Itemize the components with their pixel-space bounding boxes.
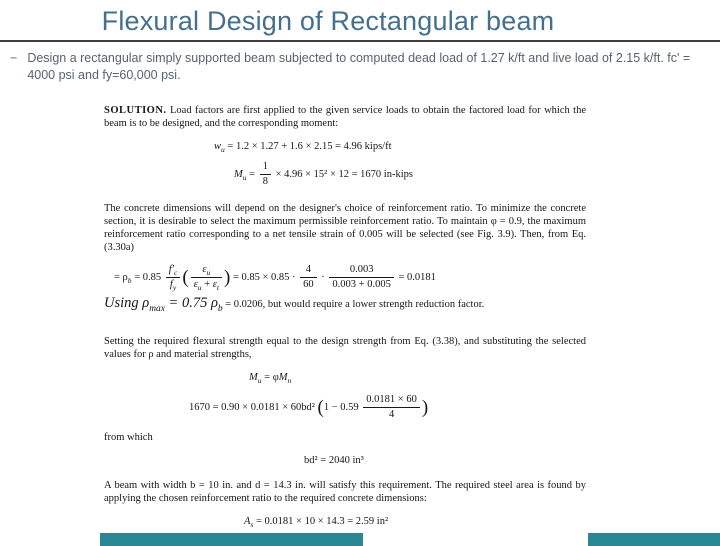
eq-rho-f2-den-b: ε: [212, 279, 217, 291]
equation-steel-area: [244, 515, 586, 528]
eq-rho-f1-den-sub: y: [172, 283, 177, 293]
eq-rho-eq2: = 0.85 × 0.85 ·: [230, 272, 299, 284]
eq-rho-lead-sub: b: [127, 276, 132, 286]
eq-rho-f3-den: 60: [303, 279, 314, 291]
eq-wu-sub: u: [221, 145, 225, 155]
eq-rho-dot: ·: [318, 272, 328, 284]
equation-mu-phi-mn: [249, 371, 586, 384]
eq-rho-fraction-4-60: [300, 264, 317, 291]
eq-mn-var1: M: [249, 372, 258, 384]
eq-mu-fraction: [260, 161, 271, 188]
solution-paragraph: [104, 104, 586, 130]
rho-max-lead-text: Using ρ: [104, 295, 150, 312]
eq-rho-f1-num-base: f′: [168, 264, 174, 276]
eq-1670-frac-den: 4: [388, 409, 395, 421]
eq-as-rest: = 0.0181 × 10 × 14.3 = 2.59 in²: [253, 516, 389, 528]
eq-1670-lead: 1670 = 0.90 × 0.0181 × 60bd²: [189, 402, 318, 414]
bullet-marker: −: [10, 51, 18, 65]
eq-mn-var2: M: [278, 372, 288, 384]
eq-as-var: A: [244, 516, 251, 528]
eq-mu-frac-num: 1: [260, 161, 271, 175]
eq-rho-f2-num: [191, 264, 222, 278]
eq-rho-fraction-strain-values: [329, 264, 393, 291]
eq-rho-lead: = ρ: [114, 272, 128, 284]
eq-rho-f2-den-plus: +: [201, 279, 213, 291]
eq-rho-fraction-fc-fy: [166, 264, 181, 291]
rho-max-sub1: max: [149, 304, 165, 315]
eq-mu-var: M: [234, 168, 243, 180]
problem-statement-bullet: [10, 50, 694, 84]
title-divider: [0, 40, 720, 42]
equation-bd2: bd² = 2040 in³: [304, 455, 364, 467]
equation-rho: [114, 264, 586, 291]
eq-rho-f4-den: 0.003 + 0.005: [332, 279, 391, 291]
rho-max-sub2: b: [217, 304, 223, 315]
eq-1670-close-paren: ): [421, 397, 429, 419]
statement-rho-max: [104, 295, 586, 315]
eq-1670-frac-num: 0.0181 × 60: [363, 394, 420, 408]
page-title: Flexural Design of Rectangular beam: [101, 6, 555, 36]
equation-1670: [189, 394, 586, 421]
eq-rho-f1-den: [166, 278, 181, 291]
eq-mu-sub: u: [242, 173, 247, 183]
eq-rho-f1-den-base: f: [169, 279, 173, 291]
rho-max-rest: = 0.0206, but would require a lower strength reduction factor.: [222, 299, 485, 311]
eq-rho-f3-num: 4: [300, 264, 317, 278]
eq-rho-f2-den-a: ε: [193, 279, 198, 291]
eq-mu-frac-den: 8: [262, 176, 268, 188]
eq-mu-equals: =: [246, 168, 258, 180]
equation-factored-load: [214, 140, 586, 153]
rho-max-mid: = 0.75 ρ: [164, 295, 218, 312]
eq-rho-close-paren: ): [224, 267, 231, 289]
textbook-excerpt: [104, 104, 586, 528]
eq-rho-fraction-strain: [191, 264, 222, 291]
eq-rho-open-paren: (: [182, 267, 189, 289]
eq-1670-fraction: [363, 394, 420, 421]
eq-rho-f1-num: [166, 264, 181, 278]
eq-rho-result: = 0.0181: [395, 272, 436, 284]
presentation-slide: [0, 6, 720, 546]
solution-label: SOLUTION.: [104, 105, 167, 116]
eq-1670-inner: 1 − 0.59: [323, 402, 362, 414]
eq-rho-f2-num-sub: u: [206, 268, 211, 278]
eq-mn-equals: = φ: [261, 372, 279, 384]
problem-statement-text: Design a rectangular simply supported beam subjected to computed dead load of 1.27 k/ft and live load of 2.15 k/ft. fc' = 4000 psi and fy=60,000 psi.: [27, 51, 691, 82]
eq-rho-f4-num: 0.003: [329, 264, 393, 278]
from-which-text: from which: [104, 432, 153, 444]
eq-rho-f2-num-base: ε: [202, 264, 207, 276]
solution-paragraph-text: Load factors are first applied to the given service loads to obtain the factored load for which the beam is to be designed, and the corresponding moment:: [104, 105, 586, 129]
eq-wu-rest: = 1.2 × 1.27 + 1.6 × 2.15 = 4.96 kips/ft: [224, 141, 392, 152]
eq-rho-f2-den-b-sub: t: [216, 283, 219, 293]
eq-rho-eq1: = 0.85: [131, 272, 164, 284]
eq-1670-open-paren: (: [317, 397, 324, 419]
eq-rho-f2-den: [191, 278, 222, 291]
eq-mn-sub2: n: [287, 376, 292, 386]
eq-mu-rest: × 4.96 × 15² × 12 = 1670 in-kips: [272, 168, 413, 180]
eq-rho-f1-num-sub: c: [173, 268, 178, 278]
eq-mn-sub1: u: [257, 376, 262, 386]
setting-strength-paragraph: Setting the required flexural strength equal to the design strength from Eq. (3.38), and substituting the selected values for ρ and material strengths,: [104, 336, 586, 361]
eq-wu-var: w: [214, 141, 222, 152]
eq-as-sub: s: [250, 520, 254, 530]
reinforcement-ratio-paragraph: The concrete dimensions will depend on the designer's choice of reinforcement ratio. To minimize the concrete section, it is desirable to select the maximum permissible reinforcement ratio. To maintain φ = 0.9, the maximum reinforcement ratio corresponding to a net tensile strain of 0.005 will be selected (see Fig. 3.9). Then, from Eq. (3.30a): [104, 203, 586, 254]
eq-rho-f2-den-a-sub: u: [197, 283, 202, 293]
beam-dimensions-paragraph: A beam with width b = 10 in. and d = 14.3 in. will satisfy this requirement. The required steel area is found by applying the chosen reinforcement ratio to the required concrete dimensions:: [104, 480, 586, 505]
rho-max-lead: [104, 295, 223, 315]
equation-factored-moment: [234, 161, 586, 188]
